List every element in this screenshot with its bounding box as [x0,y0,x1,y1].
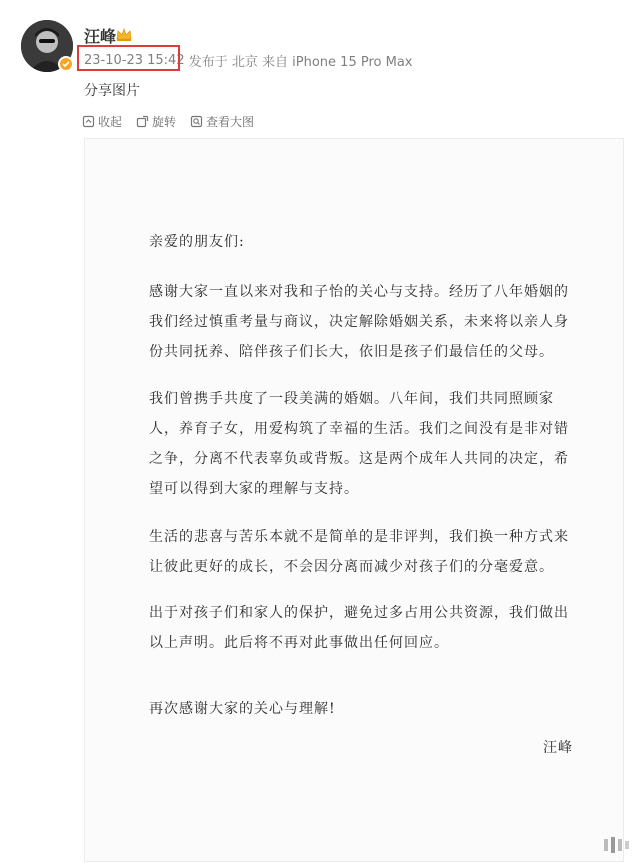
username[interactable]: 汪峰 [84,27,117,46]
expand-icon[interactable] [602,835,632,855]
view-large-icon [190,115,203,128]
verified-icon [58,56,74,72]
view-large-label: 查看大图 [206,115,255,129]
letter-paragraph: 我们曾携手共度了一段美满的婚姻。八年间，我们共同照顾家人，养育子女，用爱构筑了幸福的生活。我们之间没有是非对错之争，分离不代表辜负或背叛。这是两个成年人共同的决定，希望可以得到大家的理解与支持。 [149,391,569,497]
rotate-button[interactable] [136,113,176,130]
rotate-icon [136,115,149,128]
view-large-button[interactable] [190,113,254,130]
crown-icon [116,27,132,41]
post-device: 来自 iPhone 15 Pro Max [262,55,413,70]
collapse-icon [82,115,95,128]
post-location: 发布于 北京 [188,55,258,70]
letter-signature: 汪峰 [543,740,573,756]
collapse-label: 收起 [98,115,123,129]
rotate-label: 旋转 [152,115,177,129]
shared-image-letter[interactable] [84,138,624,862]
letter-paragraph: 感谢大家一直以来对我和子怡的关心与支持。经历了八年婚姻的我们经过慎重考量与商议，决定解除婚姻关系，未来将以亲人身份共同抚养、陪伴孩子们长大，依旧是孩子们最信任的父母。 [149,284,569,360]
letter-greeting: 亲爱的朋友们: [149,234,245,250]
timestamp-highlight-box [77,45,180,71]
letter-paragraph: 出于对孩子们和家人的保护，避免过多占用公共资源，我们做出以上声明。此后将不再对此事做出任何回应。 [149,605,569,651]
collapse-button[interactable] [82,113,122,130]
post-timestamp[interactable]: 23-10-23 15:42 [84,53,185,68]
letter-paragraph: 再次感谢大家的关心与理解! [149,701,336,717]
image-toolbar [82,113,254,130]
letter-paragraph: 生活的悲喜与苦乐本就不是简单的是非评判，我们换一种方式来让彼此更好的成长，不会因分离而减少对孩子们的分毫爱意。 [149,529,569,575]
post-text: 分享图片 [84,83,140,99]
